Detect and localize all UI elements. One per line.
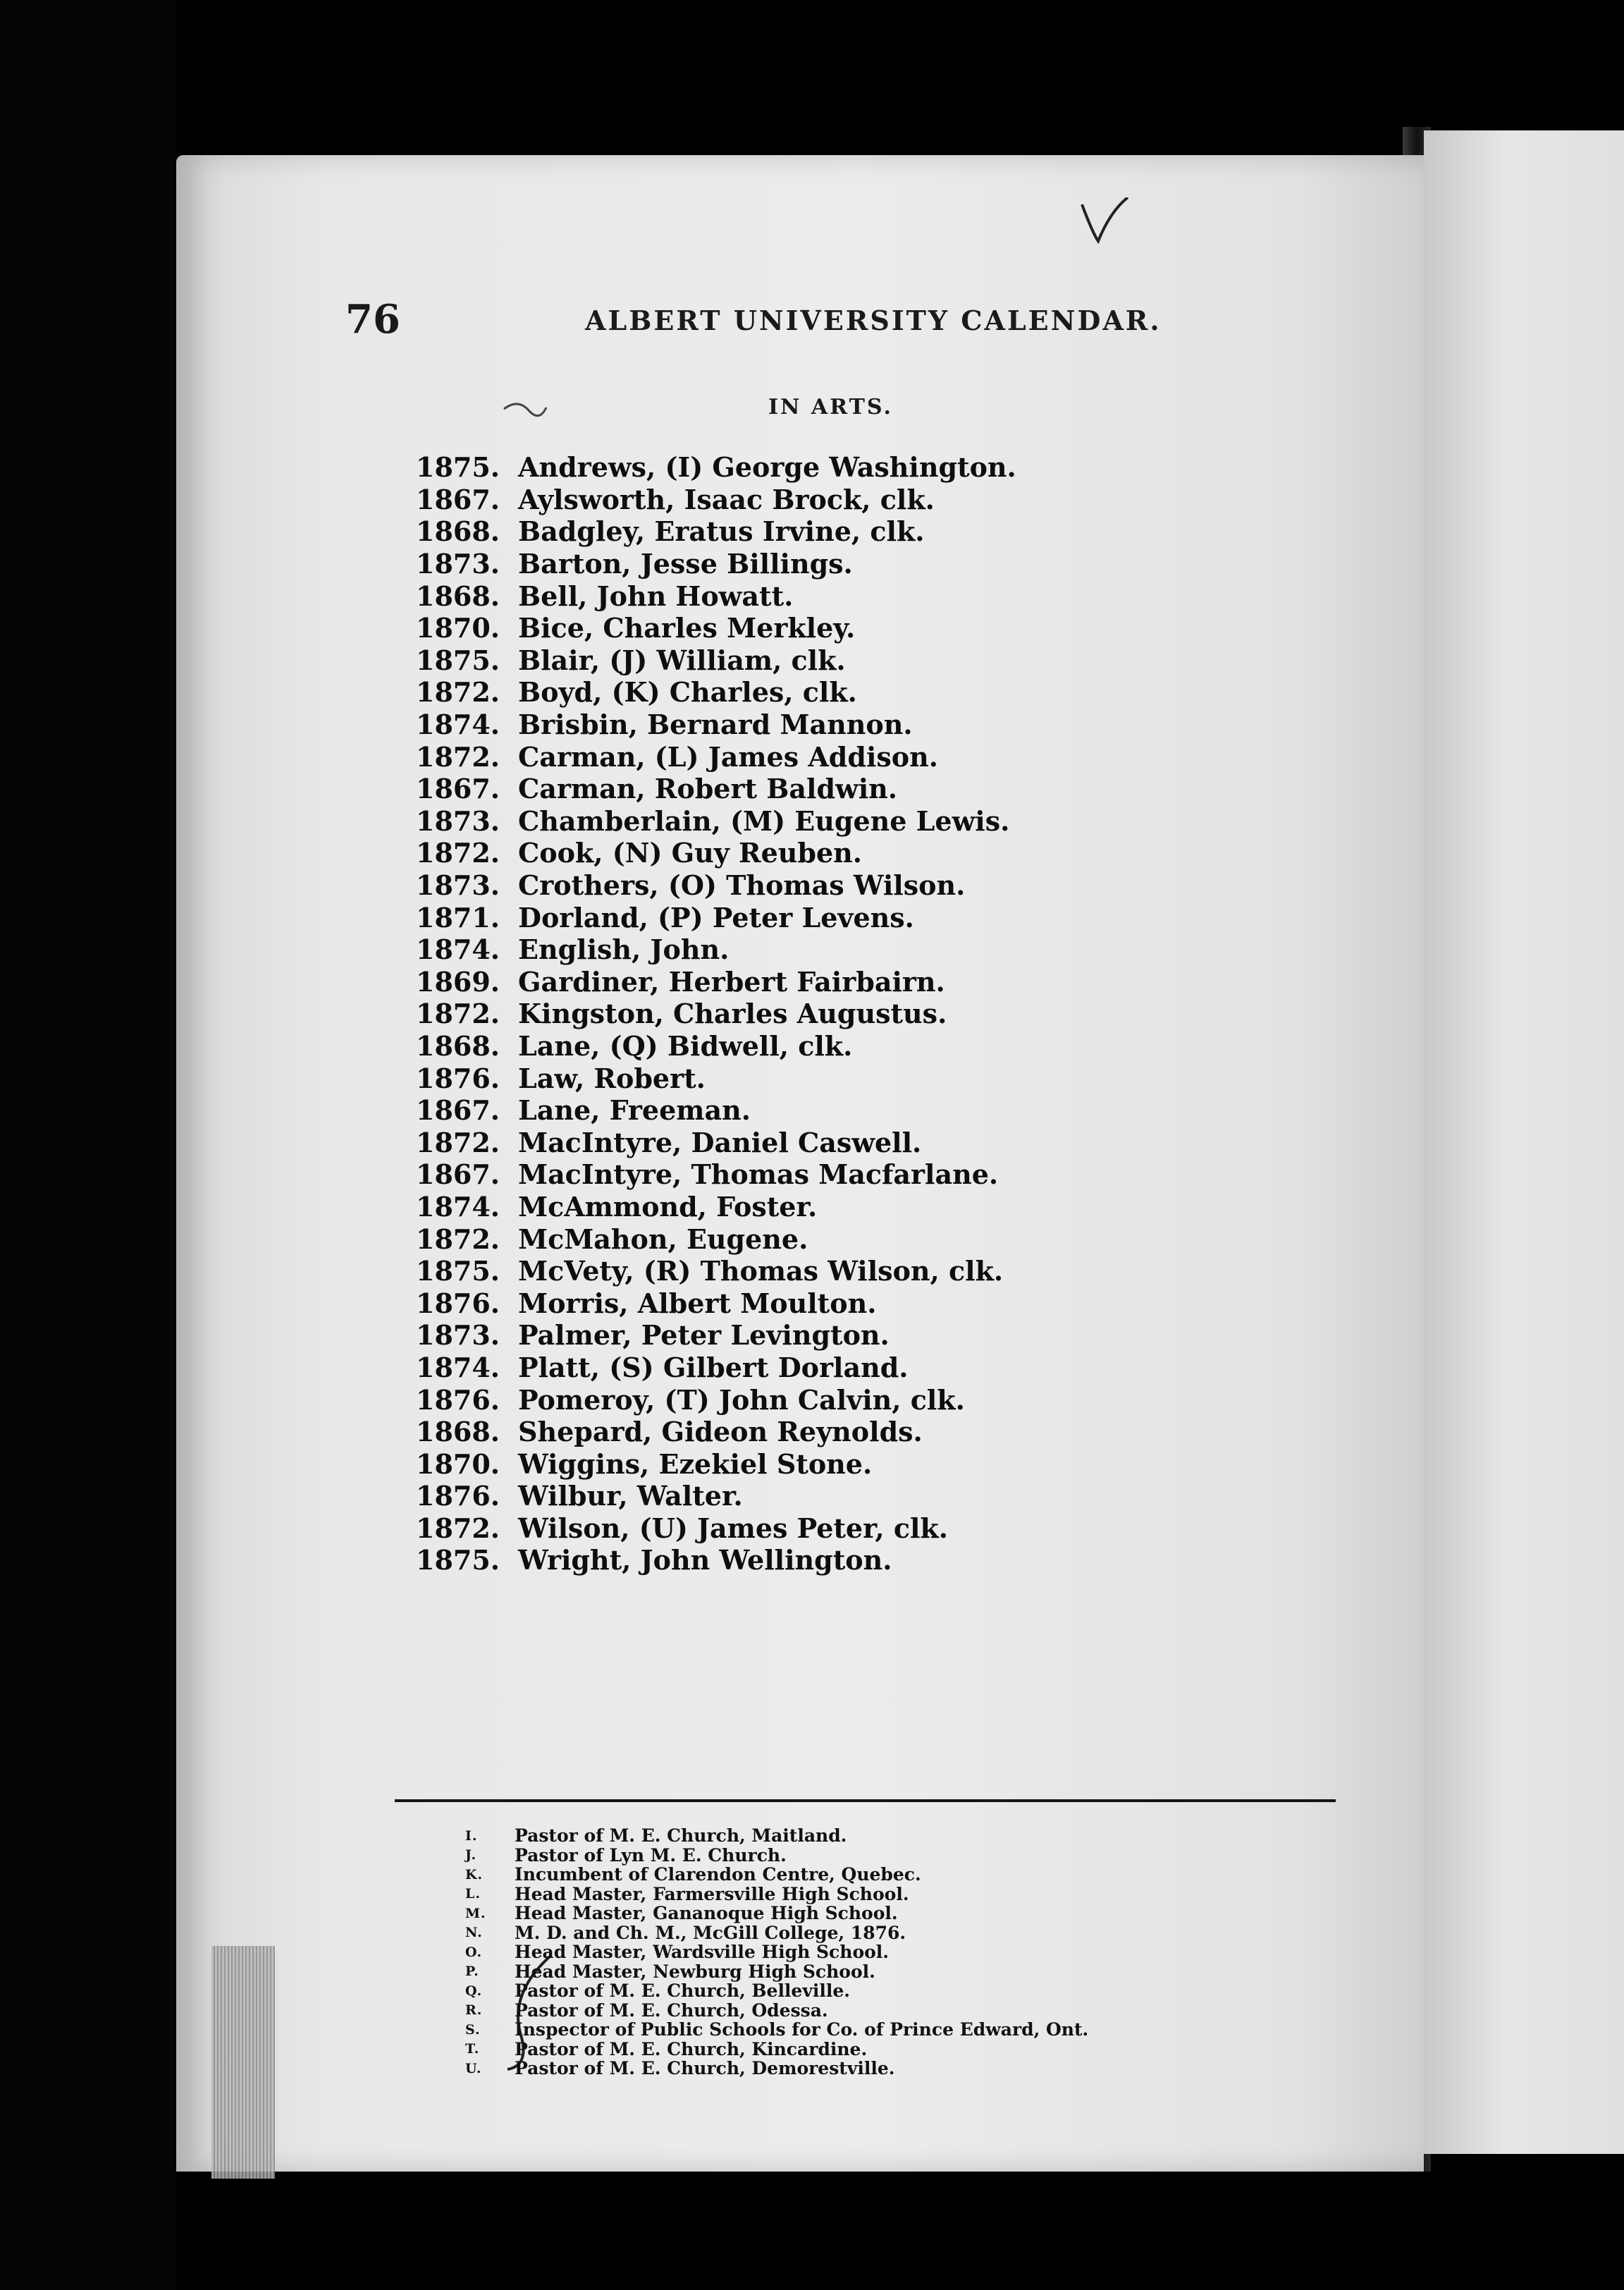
graduate-name: Lane, (Q) Bidwell, clk. [518,1029,853,1062]
footnote-text: Pastor of M. E. Church, Kincardine. [515,2038,868,2059]
graduation-year: 1868. [416,1416,500,1448]
footnote [465,2040,1382,2059]
graduate-name: Carman, (L) James Addison. [518,740,938,773]
list-item [416,1512,1403,1545]
calendar-page [176,155,1424,2172]
graduate-name: Crothers, (O) Thomas Wilson. [518,869,966,902]
list-item [416,805,1403,838]
footnote-text: Head Master, Gananoque High School. [515,1903,898,1924]
graduation-year: 1873. [416,548,500,580]
graduate-name: Badgley, Eratus Irvine, clk. [518,515,925,548]
footnote [465,2001,1382,2021]
footnote-key: O. [465,1944,483,1960]
footnote-key: L. [465,1886,481,1902]
list-item [416,1223,1403,1255]
page-number: 76 [345,296,400,343]
list-item [416,612,1403,644]
page-header [345,296,1389,353]
list-item [416,1447,1403,1480]
graduation-year: 1876. [416,1480,500,1512]
graduation-year: 1867. [416,1094,500,1127]
list-item [416,740,1403,773]
footnote [465,1885,1382,1904]
footnote-key: R. [465,2002,483,2019]
list-item [416,1062,1403,1094]
list-item [416,1255,1403,1287]
list-item [416,1480,1403,1512]
graduation-year: 1872. [416,676,500,709]
graduate-name: Wright, John Wellington. [518,1544,892,1576]
footnote [465,1942,1382,1962]
footnote-key: S. [465,2021,481,2038]
section-title: IN ARTS. [768,395,893,420]
footnote [465,1962,1382,1982]
graduation-year: 1872. [416,837,500,869]
page-stack-edge [211,1946,275,2179]
footnote [465,1826,1382,1846]
graduation-year: 1867. [416,1158,500,1191]
graduation-year: 1867. [416,483,500,515]
graduate-name: Law, Robert. [518,1062,706,1094]
list-item [416,548,1403,580]
graduation-year: 1875. [416,1544,500,1576]
footnote-text: Pastor of M. E. Church, Demorestville. [515,2058,895,2079]
list-item [416,901,1403,933]
list-item [416,837,1403,869]
graduate-name: Kingston, Charles Augustus. [518,998,947,1030]
footnote-text: Head Master, Newburg High School. [515,1961,875,1982]
graduate-name: McMahon, Eugene. [518,1223,808,1255]
graduate-name: Bell, John Howatt. [518,580,794,612]
graduation-year: 1876. [416,1062,500,1094]
graduate-name: Barton, Jesse Billings. [518,548,853,580]
footnote [465,2059,1382,2078]
pencil-mark [500,395,550,423]
footnote-text: Inspector of Public Schools for Co. of Prince Edward, Ont. [515,2019,1089,2040]
footnote-text: Head Master, Wardsville High School. [515,1942,890,1963]
graduate-name: Wilbur, Walter. [518,1480,743,1512]
footnote-text: Pastor of Lyn M. E. Church. [515,1844,787,1866]
graduation-year: 1872. [416,998,500,1030]
list-item [416,933,1403,966]
graduation-year: 1873. [416,869,500,902]
running-title: ALBERT UNIVERSITY CALENDAR. [585,305,1162,336]
list-item [416,1544,1403,1576]
graduate-name: Platt, (S) Gilbert Dorland. [518,1351,909,1383]
footnote-key: Q. [465,1983,483,1999]
graduate-name: McAmmond, Foster. [518,1190,818,1223]
graduate-name: Palmer, Peter Levington. [518,1319,890,1352]
graduate-name: Boyd, (K) Charles, clk. [518,676,857,709]
footnote [465,1923,1382,1943]
footnote-key: M. [465,1905,486,1921]
graduation-year: 1874. [416,1190,500,1223]
graduate-name: Pomeroy, (T) John Calvin, clk. [518,1383,965,1416]
footnote-key: K. [465,1866,484,1882]
footnote [465,1981,1382,2001]
scan-border [0,0,176,2290]
graduation-year: 1872. [416,1126,500,1158]
graduation-year: 1870. [416,612,500,644]
footnote-key: T. [465,2041,480,2057]
graduation-year: 1874. [416,1351,500,1383]
graduate-name: Blair, (J) William, clk. [518,644,846,676]
graduation-year: 1873. [416,1319,500,1352]
graduation-year: 1867. [416,773,500,805]
facing-page-edge [1424,130,1624,2154]
footnote-key: P. [465,1964,479,1980]
graduation-year: 1872. [416,740,500,773]
footnote-text: Pastor of M. E. Church, Maitland. [515,1825,847,1847]
list-item [416,580,1403,612]
footnote-key: N. [465,1925,483,1941]
footnote-text: M. D. and Ch. M., McGill College, 1876. [515,1922,906,1943]
graduation-year: 1875. [416,451,500,484]
list-item [416,869,1403,902]
list-item [416,773,1403,805]
graduate-name: Chamberlain, (M) Eugene Lewis. [518,804,1010,837]
footnotes [465,1826,1382,2078]
graduation-year: 1872. [416,1223,500,1255]
graduation-year: 1876. [416,1287,500,1319]
graduate-name: Carman, Robert Baldwin. [518,773,898,805]
graduate-name: Morris, Albert Moulton. [518,1287,877,1319]
graduation-year: 1870. [416,1447,500,1480]
graduation-year: 1871. [416,901,500,933]
graduate-name: English, John. [518,933,730,966]
graduate-name: Aylsworth, Isaac Brock, clk. [518,483,935,515]
graduate-name: Wiggins, Ezekiel Stone. [518,1447,873,1480]
graduate-name: Dorland, (P) Peter Levens. [518,901,914,933]
graduate-name: Cook, (N) Guy Reuben. [518,837,863,869]
footnote-key: J. [465,1847,477,1863]
list-item [416,1287,1403,1319]
list-item [416,1030,1403,1063]
handwritten-check-mark [1078,197,1135,247]
list-item [416,1319,1403,1352]
graduation-year: 1868. [416,515,500,548]
list-item [416,515,1403,548]
graduate-name: Brisbin, Bernard Mannon. [518,709,913,741]
list-item [416,644,1403,677]
list-item [416,1158,1403,1191]
graduation-year: 1874. [416,709,500,741]
list-item [416,1416,1403,1448]
graduation-year: 1873. [416,804,500,837]
list-item [416,451,1403,484]
graduation-year: 1868. [416,1029,500,1062]
graduate-name: Andrews, (I) George Washington. [518,451,1016,484]
graduate-name: Shepard, Gideon Reynolds. [518,1416,923,1448]
footnote-key: I. [465,1827,478,1844]
footnote [465,1865,1382,1885]
graduate-name: MacIntyre, Daniel Caswell. [518,1126,922,1158]
graduation-year: 1872. [416,1512,500,1544]
graduate-name: Gardiner, Herbert Fairbairn. [518,965,945,998]
list-item [416,998,1403,1030]
list-item [416,484,1403,516]
list-item [416,1383,1403,1416]
footnote [465,1904,1382,1923]
graduation-year: 1868. [416,580,500,612]
footnote-text: Pastor of M. E. Church, Odessa. [515,2000,828,2021]
graduation-year: 1876. [416,1383,500,1416]
footnote-divider [395,1799,1336,1802]
list-item [416,1191,1403,1223]
graduate-name: Lane, Freeman. [518,1094,751,1127]
footnote [465,1846,1382,1866]
list-item [416,1126,1403,1158]
graduation-year: 1874. [416,933,500,966]
list-item [416,1094,1403,1127]
graduates-list [416,451,1403,1576]
list-item [416,676,1403,709]
footnote [465,2020,1382,2040]
list-item [416,966,1403,998]
graduation-year: 1875. [416,644,500,676]
footnote-text: Head Master, Farmersville High School. [515,1883,909,1904]
list-item [416,709,1403,741]
footnote-text: Pastor of M. E. Church, Belleville. [515,1980,850,2002]
footnote-text: Incumbent of Clarendon Centre, Quebec. [515,1864,921,1885]
graduation-year: 1875. [416,1255,500,1287]
footnote-key: U. [465,2060,482,2076]
list-item [416,1352,1403,1384]
graduation-year: 1869. [416,965,500,998]
graduate-name: Wilson, (U) James Peter, clk. [518,1512,948,1544]
graduate-name: Bice, Charles Merkley. [518,612,856,644]
graduate-name: MacIntyre, Thomas Macfarlane. [518,1158,999,1191]
graduate-name: McVety, (R) Thomas Wilson, clk. [518,1255,1004,1287]
